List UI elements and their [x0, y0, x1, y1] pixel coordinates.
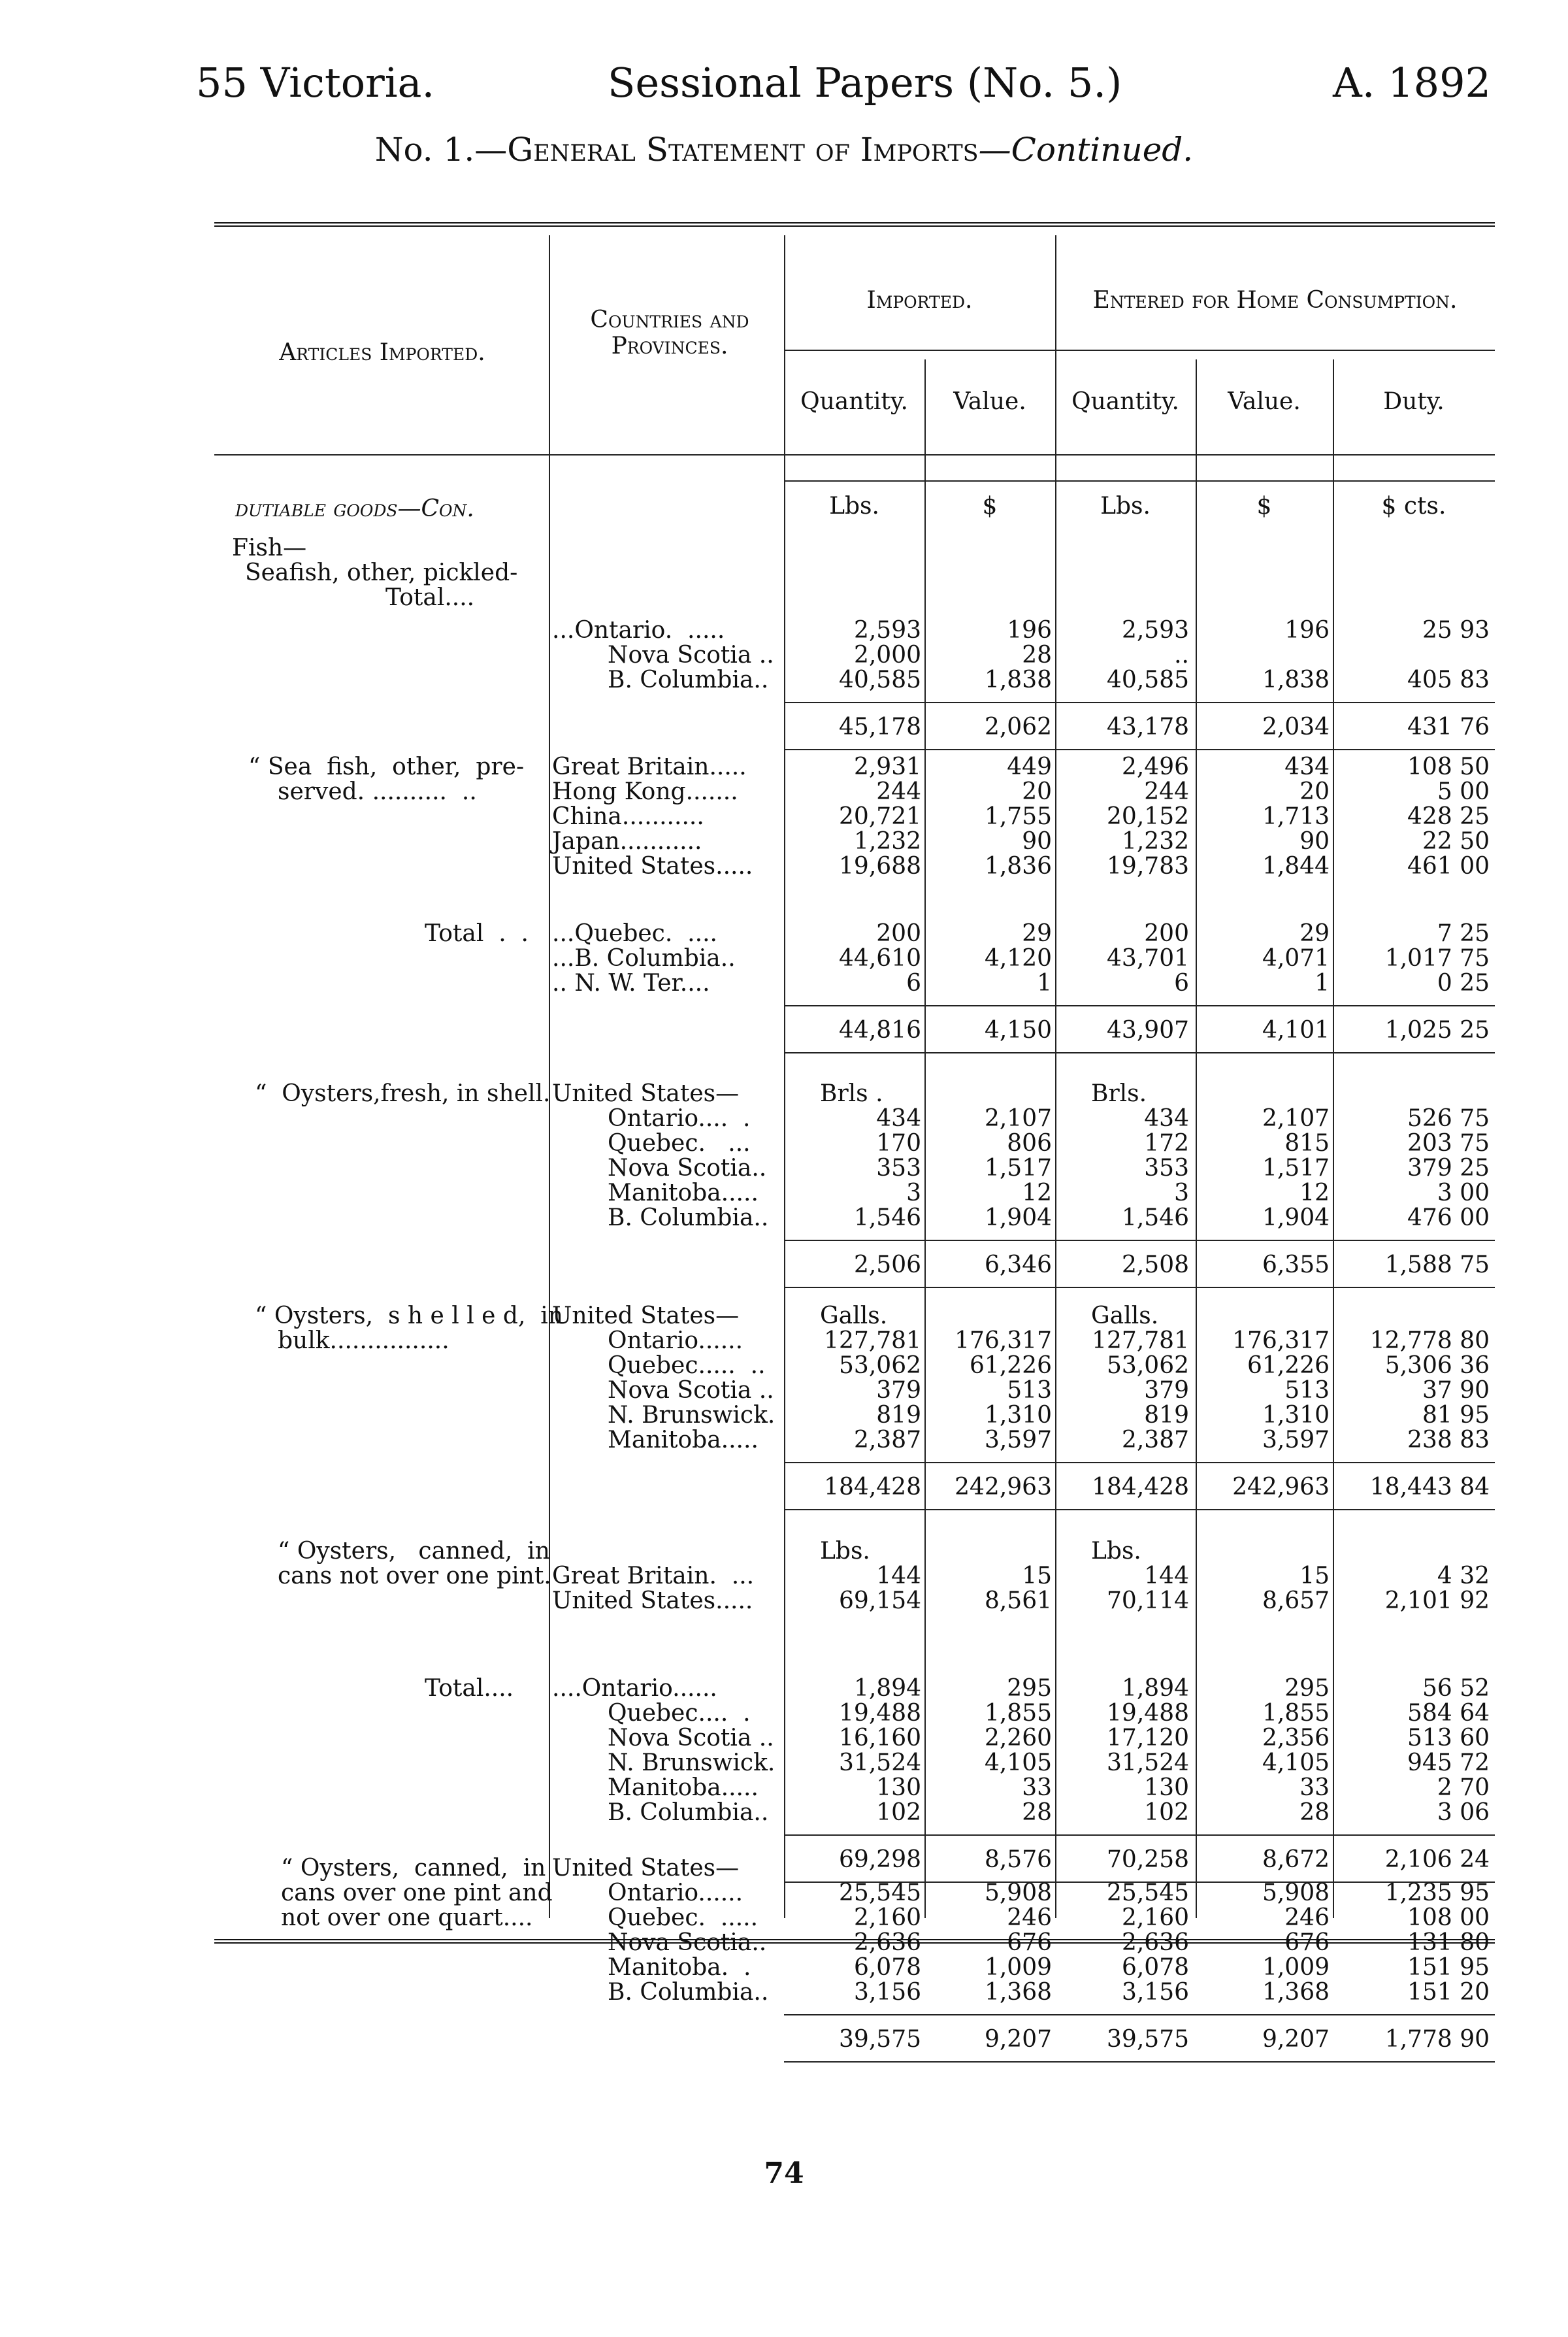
- cell-q1: 1,894: [853, 1675, 921, 1702]
- rule-v-value2: [1196, 359, 1197, 1918]
- cell-v2: 1,368: [1262, 1979, 1330, 2006]
- cell-duty: 151 95: [1407, 1954, 1490, 1981]
- total-v1: 6,346: [984, 1251, 1052, 1278]
- cell-q2: 31,524: [1107, 1749, 1189, 1776]
- cell-q1: 2,160: [853, 1904, 921, 1931]
- cell-duty: 203 75: [1407, 1130, 1490, 1157]
- cell-q2: 1,894: [1121, 1675, 1189, 1702]
- cell-q2: 353: [1144, 1155, 1189, 1182]
- total-q1: 69,298: [839, 1846, 921, 1873]
- cell-v1: 449: [1007, 754, 1052, 780]
- title-prefix: No. 1.—: [374, 131, 508, 169]
- cell-v1: 1,836: [984, 853, 1052, 880]
- unit-label: Lbs.: [820, 1538, 870, 1565]
- col-entered: Entered for Home Consumption.: [1092, 287, 1458, 314]
- unit-duty: $ cts.: [1381, 493, 1446, 520]
- total-v2: 242,963: [1232, 1474, 1330, 1500]
- cell-q1: 130: [876, 1774, 921, 1801]
- cell-duty: 379 25: [1407, 1155, 1490, 1182]
- cell-v2: 176,317: [1232, 1327, 1330, 1354]
- cell-v1: 90: [1022, 828, 1052, 855]
- country-cell: Nova Scotia..: [608, 1929, 767, 1956]
- cell-v1: 1,904: [984, 1204, 1052, 1231]
- total-rule-bottom: [784, 1287, 1495, 1288]
- cell-v1: 1,009: [984, 1954, 1052, 1981]
- country-cell: United States—: [552, 1080, 740, 1107]
- cell-duty: 22 50: [1422, 828, 1490, 855]
- cell-v2: 29: [1299, 920, 1330, 947]
- cell-duty: 238 83: [1407, 1427, 1490, 1453]
- cell-duty: 945 72: [1407, 1749, 1490, 1776]
- cell-duty: 428 25: [1407, 803, 1490, 830]
- article-label: Seafish, other, pickled-: [245, 559, 518, 586]
- unit-q1: Lbs.: [829, 493, 879, 520]
- cell-v1: 246: [1007, 1904, 1052, 1931]
- cell-v1: 196: [1007, 617, 1052, 644]
- col-countries: Countries and Provinces.: [590, 307, 749, 359]
- cell-duty: 405 83: [1407, 667, 1490, 693]
- country-cell: Nova Scotia ..: [608, 1725, 774, 1751]
- rule-v-entered: [1055, 235, 1056, 1918]
- total-duty: 1,025 25: [1384, 1017, 1490, 1044]
- cell-q1: 144: [876, 1563, 921, 1589]
- total-q2: 70,258: [1107, 1846, 1189, 1873]
- cell-duty: 5 00: [1437, 778, 1490, 805]
- total-v1: 2,062: [984, 714, 1052, 740]
- cell-q2: 144: [1144, 1563, 1189, 1589]
- cell-duty: 81 95: [1422, 1402, 1490, 1429]
- total-q1: 2,506: [853, 1251, 921, 1278]
- cell-v2: 90: [1299, 828, 1330, 855]
- cell-v2: 8,657: [1262, 1587, 1330, 1614]
- country-cell: Quebec..... ..: [608, 1352, 766, 1379]
- country-cell: United States.....: [552, 1587, 753, 1614]
- cell-q1: 127,781: [824, 1327, 921, 1354]
- total-v2: 6,355: [1262, 1251, 1330, 1278]
- cell-v2: 12: [1299, 1180, 1330, 1206]
- total-duty: 1,588 75: [1384, 1251, 1490, 1278]
- title-suffix: —Continued.: [978, 131, 1194, 169]
- cell-q2: 200: [1144, 920, 1189, 947]
- total-q2: 39,575: [1107, 2026, 1189, 2053]
- country-cell: Ontario......: [608, 1327, 743, 1354]
- rule-h-group: [784, 350, 1495, 351]
- cell-q2: 819: [1144, 1402, 1189, 1429]
- cell-duty: 108 00: [1407, 1904, 1490, 1931]
- country-cell: Nova Scotia..: [608, 1155, 767, 1182]
- page-number: 74: [764, 2157, 804, 2190]
- cell-duty: 461 00: [1407, 853, 1490, 880]
- cell-q2: 2,593: [1121, 617, 1189, 644]
- unit-label: Brls.: [1091, 1080, 1147, 1107]
- col-value2: Value.: [1228, 388, 1301, 415]
- cell-duty: 151 20: [1407, 1979, 1490, 2006]
- country-cell: United States—: [552, 1855, 740, 1881]
- cell-q2: 2,636: [1121, 1929, 1189, 1956]
- country-cell: ....Ontario......: [552, 1675, 717, 1702]
- cell-v1: 2,260: [984, 1725, 1052, 1751]
- cell-v2: 1,855: [1262, 1700, 1330, 1727]
- unit-q2: Lbs.: [1100, 493, 1151, 520]
- cell-q1: 6,078: [853, 1954, 921, 1981]
- cell-q2: 53,062: [1107, 1352, 1189, 1379]
- cell-v1: 295: [1007, 1675, 1052, 1702]
- cell-v2: 5,908: [1262, 1880, 1330, 1906]
- cell-duty: 526 75: [1407, 1105, 1490, 1132]
- unit-label: Galls.: [820, 1302, 888, 1329]
- cell-v2: 61,226: [1247, 1352, 1330, 1379]
- cell-v1: 1,310: [984, 1402, 1052, 1429]
- country-cell: Manitoba.....: [608, 1427, 759, 1453]
- country-cell: N. Brunswick.: [608, 1749, 776, 1776]
- col-value: Value.: [953, 388, 1026, 415]
- rule-h-units: [784, 480, 1495, 482]
- cell-q1: 53,062: [839, 1352, 921, 1379]
- col-quantity2: Quantity.: [1071, 388, 1179, 415]
- cell-q2: 130: [1144, 1774, 1189, 1801]
- country-cell: Quebec. ...: [608, 1130, 751, 1157]
- col-duty: Duty.: [1383, 388, 1445, 415]
- cell-q1: 3,156: [853, 1979, 921, 2006]
- cell-q1: 200: [876, 920, 921, 947]
- cell-v2: 815: [1284, 1130, 1330, 1157]
- cell-q2: 25,545: [1107, 1880, 1189, 1906]
- total-v2: 8,672: [1262, 1846, 1330, 1873]
- cell-q2: 3: [1174, 1180, 1189, 1206]
- cell-duty: 37 90: [1422, 1377, 1490, 1404]
- country-cell: Japan...........: [552, 828, 702, 855]
- cell-q1: 170: [876, 1130, 921, 1157]
- cell-v1: 4,105: [984, 1749, 1052, 1776]
- rule-v-imported: [784, 235, 785, 1918]
- total-v2: 2,034: [1262, 714, 1330, 740]
- cell-q1: 3: [906, 1180, 921, 1206]
- cell-v2: 2,107: [1262, 1105, 1330, 1132]
- total-q2: 2,508: [1121, 1251, 1189, 1278]
- country-cell: ...B. Columbia..: [552, 945, 736, 972]
- cell-v1: 3,597: [984, 1427, 1052, 1453]
- country-cell: Manitoba.....: [608, 1180, 759, 1206]
- article-label: “ Oysters, canned, in: [278, 1538, 550, 1565]
- cell-q1: 2,593: [853, 617, 921, 644]
- cell-q1: 19,488: [839, 1700, 921, 1727]
- cell-q1: 20,721: [839, 803, 921, 830]
- cell-duty: 584 64: [1407, 1700, 1490, 1727]
- country-cell: N. Brunswick.: [608, 1402, 776, 1429]
- country-cell: Manitoba. .: [608, 1954, 751, 1981]
- total-v1: 8,576: [984, 1846, 1052, 1873]
- cell-q1: 40,585: [839, 667, 921, 693]
- total-rule: [784, 2014, 1495, 2015]
- country-cell: United States.....: [552, 853, 753, 880]
- unit-v2: $: [1256, 493, 1272, 520]
- cell-v2: 1,904: [1262, 1204, 1330, 1231]
- country-cell: Manitoba.....: [608, 1774, 759, 1801]
- cell-q2: 172: [1144, 1130, 1189, 1157]
- cell-q1: 25,545: [839, 1880, 921, 1906]
- cell-duty: 476 00: [1407, 1204, 1490, 1231]
- country-cell: Ontario.... .: [608, 1105, 751, 1132]
- total-rule: [784, 702, 1495, 703]
- cell-v2: 4,071: [1262, 945, 1330, 972]
- cell-duty: 56 52: [1422, 1675, 1490, 1702]
- cell-v1: 1: [1037, 970, 1052, 997]
- cell-q2: 6,078: [1121, 1954, 1189, 1981]
- cell-v2: 1,009: [1262, 1954, 1330, 1981]
- cell-v2: 2,356: [1262, 1725, 1330, 1751]
- cell-duty: 3 00: [1437, 1180, 1490, 1206]
- cell-q2: 1,546: [1121, 1204, 1189, 1231]
- article-label: not over one quart....: [281, 1904, 533, 1931]
- cell-q2: 3,156: [1121, 1979, 1189, 2006]
- cell-v2: 4,105: [1262, 1749, 1330, 1776]
- cell-v2: 3,597: [1262, 1427, 1330, 1453]
- rule-v-duty: [1333, 359, 1334, 1918]
- total-duty: 18,443 84: [1369, 1474, 1490, 1500]
- total-rule-bottom: [784, 1052, 1495, 1053]
- cell-duty: 12,778 80: [1369, 1327, 1490, 1354]
- cell-v1: 4,120: [984, 945, 1052, 972]
- total-rule: [784, 1005, 1495, 1006]
- cell-v1: 2,107: [984, 1105, 1052, 1132]
- header-left: 55 Victoria.: [196, 59, 435, 107]
- cell-q2: 43,701: [1107, 945, 1189, 972]
- article-label: Total . .: [425, 920, 529, 947]
- country-cell: B. Columbia..: [608, 1979, 769, 2006]
- cell-v2: 196: [1284, 617, 1330, 644]
- cell-q2: 379: [1144, 1377, 1189, 1404]
- total-v1: 4,150: [984, 1017, 1052, 1044]
- cell-v2: 1,713: [1262, 803, 1330, 830]
- cell-q1: 2,000: [853, 642, 921, 669]
- cell-v1: 1,838: [984, 667, 1052, 693]
- cell-v2: 1,517: [1262, 1155, 1330, 1182]
- header-center: Sessional Papers (No. 5.): [608, 59, 1122, 107]
- cell-v1: 176,317: [955, 1327, 1052, 1354]
- country-cell: ...Ontario. .....: [552, 617, 725, 644]
- total-q1: 44,816: [839, 1017, 921, 1044]
- cell-q1: 1,546: [853, 1204, 921, 1231]
- cell-v1: 676: [1007, 1929, 1052, 1956]
- cell-duty: 3 06: [1437, 1799, 1490, 1826]
- total-q2: 43,907: [1107, 1017, 1189, 1044]
- cell-duty: 0 25: [1437, 970, 1490, 997]
- cell-v2: 434: [1284, 754, 1330, 780]
- country-cell: .. N. W. Ter....: [552, 970, 710, 997]
- article-label: “ Sea fish, other, pre-: [248, 754, 525, 780]
- col-quantity: Quantity.: [800, 388, 908, 415]
- country-cell: Quebec. .....: [608, 1904, 759, 1931]
- cell-v2: 28: [1299, 1799, 1330, 1826]
- section-label: dutiable goods—Con.: [235, 495, 474, 522]
- total-rule-bottom: [784, 1509, 1495, 1510]
- cell-q1: 31,524: [839, 1749, 921, 1776]
- cell-q2: 40,585: [1107, 667, 1189, 693]
- cell-q1: 6: [906, 970, 921, 997]
- total-q1: 45,178: [839, 714, 921, 740]
- cell-q1: 2,931: [853, 754, 921, 780]
- cell-v1: 28: [1022, 642, 1052, 669]
- cell-v1: 8,561: [984, 1587, 1052, 1614]
- page-title: [0, 131, 1568, 169]
- cell-q1: 434: [876, 1105, 921, 1132]
- country-cell: United States—: [552, 1302, 740, 1329]
- total-v2: 9,207: [1262, 2026, 1330, 2053]
- cell-q1: 2,387: [853, 1427, 921, 1453]
- total-rule: [784, 1834, 1495, 1836]
- cell-duty: 1,017 75: [1384, 945, 1490, 972]
- cell-v1: 28: [1022, 1799, 1052, 1826]
- cell-v1: 5,908: [984, 1880, 1052, 1906]
- title-main: General Statement of Imports: [507, 131, 979, 169]
- cell-q2: 434: [1144, 1105, 1189, 1132]
- cell-duty: 2,101 92: [1384, 1587, 1490, 1614]
- cell-v1: 1,368: [984, 1979, 1052, 2006]
- cell-q1: 819: [876, 1402, 921, 1429]
- country-cell: Great Britain.....: [552, 754, 747, 780]
- country-cell: Nova Scotia ..: [608, 642, 774, 669]
- cell-q1: 102: [876, 1799, 921, 1826]
- country-cell: Nova Scotia ..: [608, 1377, 774, 1404]
- total-v1: 242,963: [955, 1474, 1052, 1500]
- rule-v-countries: [549, 235, 550, 1918]
- total-rule-bottom: [784, 749, 1495, 750]
- cell-duty: 25 93: [1422, 617, 1490, 644]
- cell-q2: 244: [1144, 778, 1189, 805]
- article-label: “ Oysters,fresh, in shell.: [255, 1080, 551, 1107]
- article-label: “ Oysters, s h e l l e d, in: [255, 1302, 563, 1329]
- cell-duty: 4 32: [1437, 1563, 1490, 1589]
- cell-q2: 19,488: [1107, 1700, 1189, 1727]
- cell-v1: 15: [1022, 1563, 1052, 1589]
- cell-v1: 1,755: [984, 803, 1052, 830]
- unit-label: Brls .: [820, 1080, 883, 1107]
- cell-v1: 33: [1022, 1774, 1052, 1801]
- cell-q2: ..: [1174, 642, 1189, 669]
- cell-v2: 295: [1284, 1675, 1330, 1702]
- article-label: cans over one pint and: [281, 1880, 553, 1906]
- cell-v2: 1,310: [1262, 1402, 1330, 1429]
- unit-label: Lbs.: [1091, 1538, 1141, 1565]
- country-cell: B. Columbia..: [608, 667, 769, 693]
- cell-q1: 19,688: [839, 853, 921, 880]
- cell-q2: 70,114: [1107, 1587, 1189, 1614]
- cell-q2: 1,232: [1121, 828, 1189, 855]
- cell-q2: 6: [1174, 970, 1189, 997]
- cell-q2: 2,160: [1121, 1904, 1189, 1931]
- total-rule: [784, 1462, 1495, 1463]
- article-label: Total....: [425, 1675, 514, 1702]
- country-cell: B. Columbia..: [608, 1204, 769, 1231]
- cell-v2: 1,844: [1262, 853, 1330, 880]
- total-q2: 43,178: [1107, 714, 1189, 740]
- cell-v2: 15: [1299, 1563, 1330, 1589]
- total-v2: 4,101: [1262, 1017, 1330, 1044]
- article-label: bulk................: [278, 1327, 449, 1354]
- total-rule: [784, 1240, 1495, 1241]
- cell-v1: 806: [1007, 1130, 1052, 1157]
- cell-q2: 2,387: [1121, 1427, 1189, 1453]
- country-cell: China...........: [552, 803, 704, 830]
- total-duty: 1,778 90: [1384, 2026, 1490, 2053]
- cell-v2: 20: [1299, 778, 1330, 805]
- header-right: A. 1892: [1333, 59, 1491, 107]
- cell-q1: 1,232: [853, 828, 921, 855]
- cell-v1: 20: [1022, 778, 1052, 805]
- country-cell: ...Quebec. ....: [552, 920, 717, 947]
- total-q2: 184,428: [1092, 1474, 1189, 1500]
- col-articles: Articles Imported.: [279, 339, 485, 366]
- cell-duty: 1,235 95: [1384, 1880, 1490, 1906]
- col-imported: Imported.: [866, 287, 973, 314]
- country-cell: Quebec.... .: [608, 1700, 751, 1727]
- article-label: served. .......... ..: [278, 778, 477, 805]
- cell-v1: 1,855: [984, 1700, 1052, 1727]
- cell-v2: 1: [1315, 970, 1330, 997]
- cell-v1: 12: [1022, 1180, 1052, 1206]
- cell-duty: 108 50: [1407, 754, 1490, 780]
- cell-q1: 44,610: [839, 945, 921, 972]
- cell-v2: 676: [1284, 1929, 1330, 1956]
- cell-v2: 246: [1284, 1904, 1330, 1931]
- cell-duty: 513 60: [1407, 1725, 1490, 1751]
- cell-q2: 17,120: [1107, 1725, 1189, 1751]
- article-label: cans not over one pint.: [278, 1563, 551, 1589]
- cell-q1: 69,154: [839, 1587, 921, 1614]
- cell-q1: 16,160: [839, 1725, 921, 1751]
- cell-q2: 20,152: [1107, 803, 1189, 830]
- cell-v2: 1,838: [1262, 667, 1330, 693]
- cell-q2: 19,783: [1107, 853, 1189, 880]
- cell-duty: 131 80: [1407, 1929, 1490, 1956]
- cell-q1: 379: [876, 1377, 921, 1404]
- total-v1: 9,207: [984, 2026, 1052, 2053]
- cell-q1: 244: [876, 778, 921, 805]
- cell-q1: 2,636: [853, 1929, 921, 1956]
- total-rule-bottom: [784, 2061, 1495, 2063]
- total-q1: 184,428: [824, 1474, 921, 1500]
- cell-v1: 1,517: [984, 1155, 1052, 1182]
- total-q1: 39,575: [839, 2026, 921, 2053]
- country-cell: Ontario......: [608, 1880, 743, 1906]
- rule-h-colhead: [214, 454, 1495, 456]
- cell-v1: 513: [1007, 1377, 1052, 1404]
- cell-v2: 33: [1299, 1774, 1330, 1801]
- cell-q1: 353: [876, 1155, 921, 1182]
- cell-v1: 29: [1022, 920, 1052, 947]
- cell-v2: 513: [1284, 1377, 1330, 1404]
- cell-duty: 5,306 36: [1384, 1352, 1490, 1379]
- unit-label: Galls.: [1091, 1302, 1159, 1329]
- unit-v1: $: [982, 493, 998, 520]
- total-duty: 2,106 24: [1384, 1846, 1490, 1873]
- cell-v1: 61,226: [970, 1352, 1052, 1379]
- country-cell: Hong Kong.......: [552, 778, 738, 805]
- cell-q2: 102: [1144, 1799, 1189, 1826]
- article-label: Total....: [385, 584, 475, 611]
- cell-duty: 7 25: [1437, 920, 1490, 947]
- cell-q2: 127,781: [1092, 1327, 1189, 1354]
- total-duty: 431 76: [1407, 714, 1490, 740]
- article-label: “ Oysters, canned, in: [281, 1855, 546, 1881]
- cell-q2: 2,496: [1121, 754, 1189, 780]
- rule-v-value: [924, 359, 926, 1918]
- country-cell: B. Columbia..: [608, 1799, 769, 1826]
- country-cell: Great Britain. ...: [552, 1563, 755, 1589]
- article-label: Fish—: [232, 535, 307, 561]
- cell-duty: 2 70: [1437, 1774, 1490, 1801]
